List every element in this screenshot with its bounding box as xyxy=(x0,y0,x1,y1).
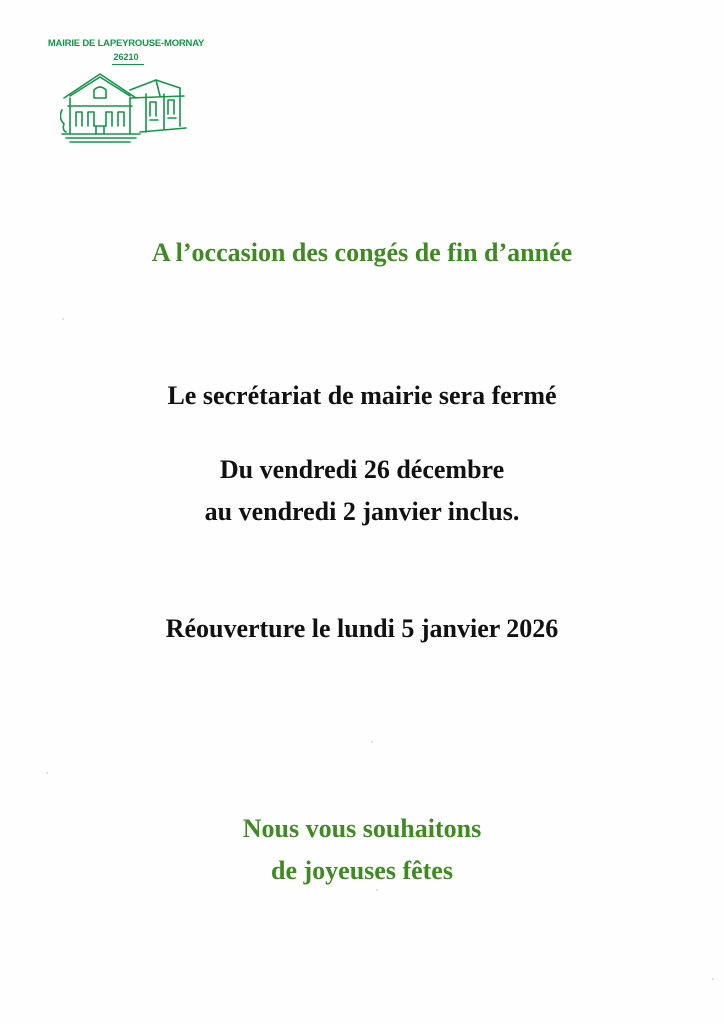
scan-speck xyxy=(712,978,714,980)
notice-intro: A l’occasion des congés de fin d’année xyxy=(151,238,573,267)
logo-underline xyxy=(112,64,144,65)
notice-closing-from: Du vendredi 26 décembre xyxy=(219,455,505,484)
notice-wishes-line-1: Nous vous souhaitons xyxy=(242,814,482,843)
scan-speck xyxy=(371,741,373,743)
scan-speck xyxy=(46,772,48,774)
logo-postal-code: 26210 xyxy=(113,52,139,62)
notice-reopening: Réouverture le lundi 5 janvier 2026 xyxy=(165,614,559,643)
notice-wishes-line-2: de joyeuses fêtes xyxy=(271,856,453,885)
town-hall-building-icon xyxy=(60,68,190,150)
town-hall-logo xyxy=(28,38,228,156)
scan-speck xyxy=(62,318,64,320)
notice-closing-to: au vendredi 2 janvier inclus. xyxy=(204,497,520,526)
logo-town-name: MAIRIE DE LAPEYROUSE-MORNAY xyxy=(47,38,205,49)
scan-speck xyxy=(376,889,378,891)
notice-closed: Le secrétariat de mairie sera fermé xyxy=(167,381,557,410)
